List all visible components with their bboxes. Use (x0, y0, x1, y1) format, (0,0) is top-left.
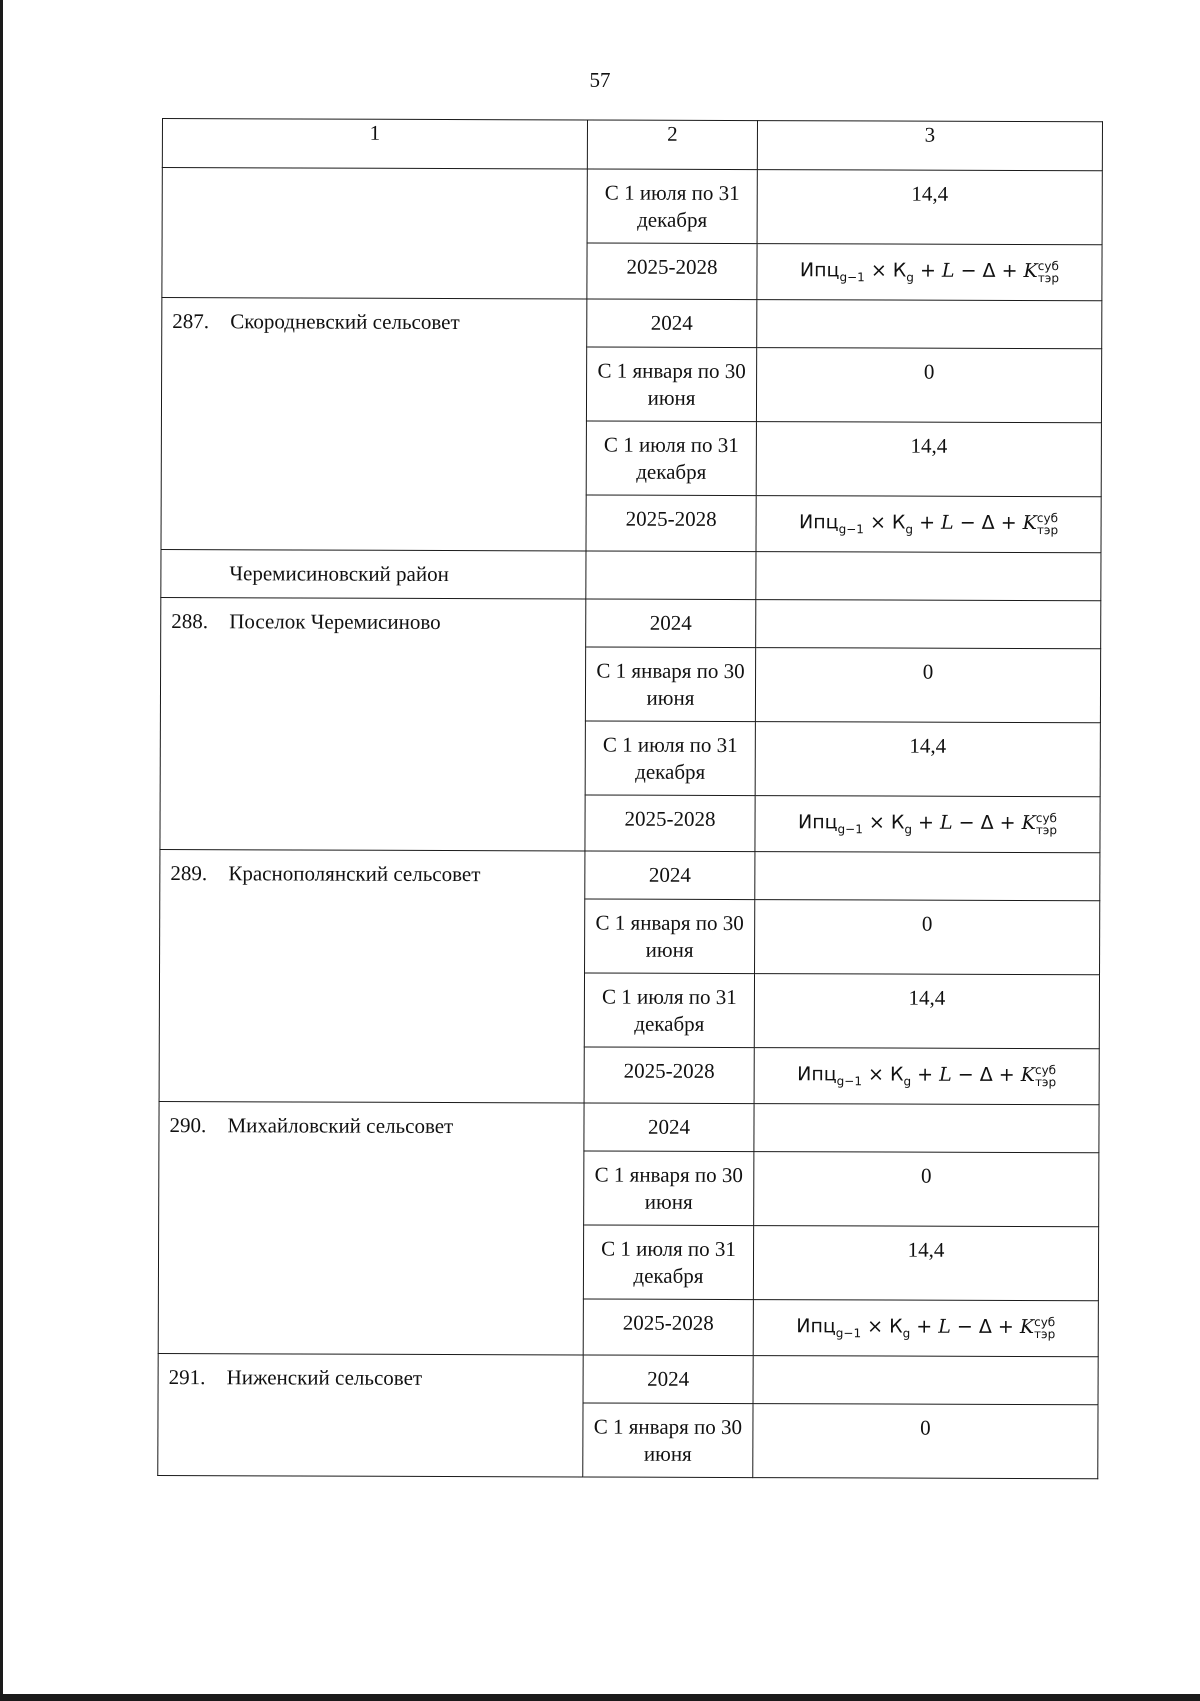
formula-L: L (939, 811, 953, 834)
table-row (161, 597, 1101, 648)
period-cell: С 1 января по 30 июня (583, 1403, 753, 1478)
settlement-name: Поселок Черемисиново (229, 609, 441, 634)
period-cell: 2025-2028 (585, 795, 755, 852)
value-cell (756, 496, 1101, 553)
value-cell (756, 600, 1101, 649)
formula-part1-sub: g−1 (835, 1326, 862, 1341)
entry-number: 288. (171, 609, 209, 634)
period-cell: 2024 (583, 1355, 753, 1404)
entry-cell-continued (162, 168, 587, 299)
formula-part1: Ипц (799, 259, 840, 282)
period-cell (586, 551, 756, 600)
formula-K: K (1019, 1316, 1035, 1339)
formula-part1: Ипц (797, 1063, 837, 1086)
formula-part3: + (911, 1063, 940, 1086)
column-header-1: 1 (162, 119, 587, 169)
period-cell: С 1 июля по 31 декабря (585, 721, 755, 796)
value-cell: 0 (755, 648, 1100, 723)
formula-K: K (1020, 1064, 1036, 1087)
period-cell: 2024 (586, 599, 756, 648)
scan-edge-left (0, 0, 3, 1701)
formula-k-sup: суб (1037, 258, 1059, 273)
formula-part3: + (910, 1315, 939, 1338)
formula-k-sub: тэр (1035, 822, 1058, 837)
formula-k-sub: тэр (1037, 270, 1059, 285)
column-header-2: 2 (587, 120, 757, 170)
value-cell: 0 (756, 348, 1101, 423)
formula-k-indices (1036, 812, 1057, 836)
formula-part1-sub: g−1 (838, 522, 864, 537)
entry-number: 289. (170, 861, 208, 886)
period-cell: 2024 (585, 851, 755, 900)
value-cell: 0 (755, 900, 1100, 975)
formula-k-sub: тэр (1036, 522, 1059, 537)
formula-K: K (1022, 512, 1037, 535)
formula-part1-sub: g−1 (839, 270, 865, 285)
settlement-cell (160, 597, 586, 850)
settlement-cell (158, 1353, 583, 1476)
formula-part3: + (913, 259, 942, 282)
value-cell (754, 1104, 1099, 1153)
period-cell: 2025-2028 (584, 1047, 754, 1104)
header-row (162, 119, 1102, 171)
formula-k-sub: тэр (1034, 1074, 1057, 1089)
period-cell: С 1 января по 30 июня (584, 1151, 754, 1226)
formula-k-indices (1037, 512, 1058, 536)
scan-edge-bottom (0, 1694, 1200, 1701)
formula-k-indices (1035, 1064, 1056, 1088)
formula-k-sub: тэр (1034, 1326, 1056, 1341)
table-row (159, 1101, 1099, 1152)
table-row (162, 298, 1102, 349)
tariff-formula (799, 258, 1059, 285)
column-header-3: 3 (757, 121, 1102, 171)
value-cell: 14,4 (757, 170, 1102, 245)
formula-part2: × К (862, 811, 905, 834)
formula-part4: − Δ + (950, 1315, 1020, 1339)
value-cell: 14,4 (753, 1226, 1098, 1301)
tariff-formula (796, 1314, 1056, 1341)
formula-part4: − Δ + (952, 811, 1022, 835)
formula-part3: + (911, 811, 941, 834)
formula-k-indices (1034, 1316, 1055, 1340)
settlement-cell (159, 849, 585, 1102)
formula-part2: × К (863, 511, 906, 534)
period-cell: С 1 июля по 31 декабря (586, 421, 756, 496)
settlement-name: Краснополянский сельсовет (228, 861, 481, 887)
entry-number: 291. (168, 1365, 206, 1390)
formula-part2-sub: g (902, 1326, 911, 1341)
district-cell (161, 549, 586, 598)
formula-part1: Ипц (797, 811, 838, 834)
entry-number: 290. (169, 1113, 207, 1138)
formula-k-sup: суб (1034, 1062, 1057, 1077)
formula-part2-sub: g (904, 822, 913, 837)
value-cell (754, 1048, 1099, 1105)
district-row (161, 549, 1101, 600)
formula-part2: × К (864, 259, 907, 282)
tariff-formula (797, 1062, 1057, 1089)
value-cell (753, 1300, 1098, 1357)
formula-part1: Ипц (796, 1315, 836, 1338)
formula-L: L (939, 1063, 952, 1086)
formula-k-sup: суб (1034, 1314, 1056, 1329)
settlement-cell (158, 1101, 584, 1354)
value-cell: 14,4 (756, 422, 1101, 497)
table-row (162, 168, 1102, 245)
formula-L: L (941, 511, 954, 534)
tariff-formula (799, 510, 1059, 537)
value-cell (755, 852, 1100, 901)
formula-K: K (1023, 260, 1038, 283)
formula-part4: − Δ + (954, 259, 1024, 283)
value-cell (756, 552, 1101, 601)
period-cell: С 1 июля по 31 декабря (587, 169, 757, 244)
formula-part4: − Δ + (953, 511, 1023, 535)
value-cell: 0 (753, 1404, 1098, 1479)
tariff-formula (797, 810, 1058, 837)
value-cell: 14,4 (754, 974, 1099, 1049)
formula-part2-sub: g (906, 270, 914, 285)
value-cell (753, 1356, 1098, 1405)
value-cell: 0 (754, 1152, 1099, 1227)
period-cell: 2025-2028 (586, 495, 756, 552)
value-cell (757, 244, 1102, 301)
page-number: 57 (589, 68, 611, 92)
value-cell: 14,4 (755, 722, 1100, 797)
tariff-table (157, 118, 1103, 1479)
formula-part1-sub: g−1 (837, 822, 863, 837)
formula-part4: − Δ + (951, 1063, 1021, 1087)
tariff-table-body (158, 119, 1103, 1479)
period-cell: 2025-2028 (583, 1299, 753, 1356)
period-cell: 2024 (584, 1103, 754, 1152)
settlement-cell (161, 298, 587, 551)
formula-part2-sub: g (903, 1074, 912, 1089)
period-cell: С 1 июля по 31 декабря (584, 973, 754, 1048)
settlement-name: Скородневский сельсовет (230, 309, 460, 335)
period-cell: С 1 января по 30 июня (585, 899, 755, 974)
formula-part2-sub: g (905, 522, 914, 537)
formula-K: K (1021, 812, 1036, 835)
formula-part2: × К (861, 1315, 903, 1338)
formula-L: L (941, 259, 955, 282)
period-cell: 2024 (587, 299, 757, 348)
settlement-name: Михайловский сельсовет (227, 1113, 454, 1139)
period-cell: С 1 января по 30 июня (585, 647, 755, 722)
period-cell: С 1 января по 30 июня (586, 347, 756, 422)
formula-part3: + (913, 511, 942, 534)
entry-number: 287. (172, 309, 210, 334)
value-cell (757, 300, 1102, 349)
formula-k-sup: суб (1035, 810, 1058, 825)
formula-part1-sub: g−1 (836, 1074, 863, 1089)
formula-part1: Ипц (799, 511, 839, 534)
formula-L: L (938, 1315, 951, 1338)
table-row (158, 1353, 1098, 1404)
formula-part2: × К (861, 1063, 904, 1086)
period-cell: С 1 июля по 31 декабря (583, 1225, 753, 1300)
value-cell (755, 796, 1100, 853)
settlement-name: Ниженский сельсовет (226, 1365, 423, 1390)
period-cell: 2025-2028 (587, 243, 757, 300)
table-row (160, 849, 1100, 900)
formula-k-indices (1038, 260, 1059, 284)
formula-k-sup: суб (1036, 510, 1059, 525)
district-name: Черемисиновский район (229, 561, 449, 587)
